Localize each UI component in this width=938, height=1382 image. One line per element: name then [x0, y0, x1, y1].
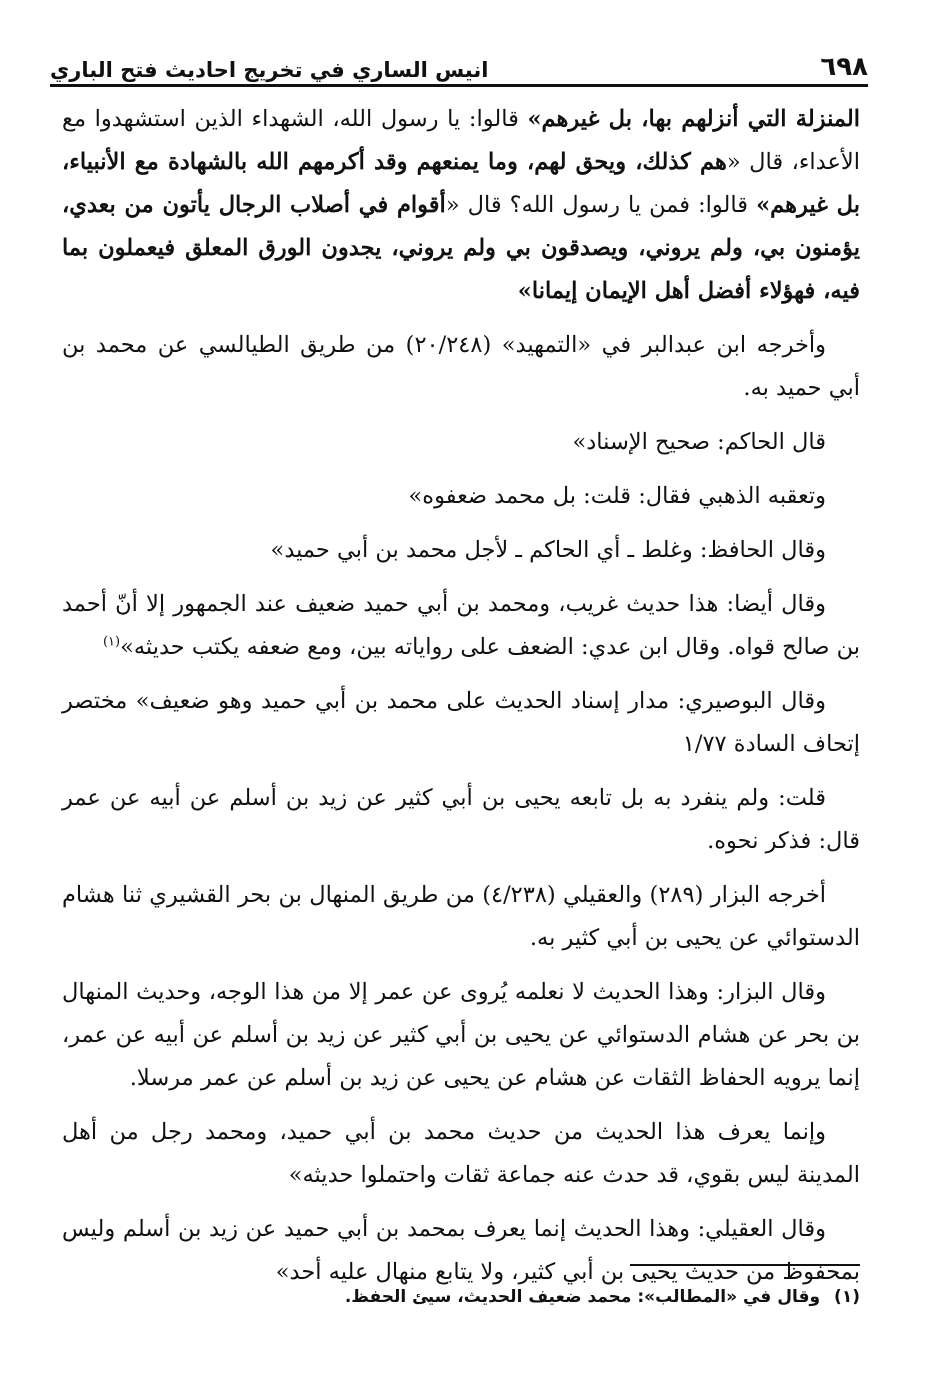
dhahabi-quote-paragraph: وتعقبه الذهبي فقال: قلت: بل محمد ضعفوه»: [408, 483, 826, 509]
paragraph-text: وقال أيضا: هذا حديث غريب، ومحمد بن أبي حميد ضعيف عند الجمهور إلا أنّ أحمد بن صالح قواه. وقال ابن عدي: الضعف على رواياته بين، ومع ضعفه يكتب حديثه»: [62, 591, 860, 660]
takhrij-paragraph: وأخرجه ابن عبدالبر في «التمهيد» (٢٠/٢٤٨) من طريق الطيالسي عن محمد بن أبي حميد به.: [62, 332, 860, 401]
footnote-separator: [630, 1264, 860, 1266]
narration-text: قالوا: يا رسول الله، الشهداء الذين استشهدوا مع الأعداء، قال «: [62, 106, 860, 175]
bazzar-quote-paragraph: وقال البزار: وهذا الحديث لا نعلمه يُروى عن عمر إلا من هذا الوجه، وحديث المنهال بن بحر عن هشام الدستوائي عن يحيى بن أبي كثير عن زيد بن أسلم عن أبيه عن عمر، إنما يرويه الحفاظ الثقات عن هشام عن يحيى عن زيد بن أسلم عن عمر مرسلا.: [62, 979, 860, 1091]
hadith-text-bold: المنزلة التي أنزلهم بها، بل غيرهم»: [527, 106, 861, 132]
page-number: ٦٩٨: [820, 52, 868, 82]
main-text: [62, 98, 860, 1305]
hadith-continuation-paragraph: [62, 98, 860, 313]
footnote: [62, 1282, 860, 1312]
bazzar-continuation-paragraph: وإنما يعرف هذا الحديث من حديث محمد بن أبي حميد، ومحمد رجل من أهل المدينة ليس بقوي، قد حدث عنه جماعة ثقات واحتملوا حديثه»: [62, 1119, 860, 1188]
footnote-reference: (١): [102, 634, 121, 650]
footnote-number: (١): [834, 1287, 860, 1307]
hakim-quote-paragraph: قال الحاكم: صحيح الإسناد»: [572, 429, 826, 455]
hadith-text-bold: هم كذلك، ويحق لهم، وما يمنعهم وقد أكرمهم الله بالشهادة مع الأنبياء، بل غيرهم»: [62, 149, 860, 218]
uqayli-quote-paragraph: وقال العقيلي: وهذا الحديث إنما يعرف بمحمد بن أبي حميد عن زيد بن أسلم وليس بمحفوظ من حديث يحيى بن أبي كثير، ولا يتابع منهال عليه أحد»: [62, 1216, 860, 1285]
author-comment-paragraph: قلت: ولم ينفرد به بل تابعه يحيى بن أبي كثير عن زيد بن أسلم عن أبيه عن عمر قال: فذكر نحوه.: [62, 785, 860, 854]
narration-text: قالوا: فمن يا رسول الله؟ قال «: [445, 192, 757, 218]
busiri-quote-paragraph: وقال البوصيري: مدار إسناد الحديث على محمد بن أبي حميد وهو ضعيف» مختصر إتحاف السادة ١/٧٧: [62, 688, 860, 757]
hafiz-quote-paragraph: وقال الحافظ: وغلط ـ أي الحاكم ـ لأجل محمد بن أبي حميد»: [270, 537, 826, 563]
footnote-text: وقال في «المطالب»: محمد ضعيف الحديث، سيئ الحفظ.: [344, 1287, 821, 1307]
book-title: انيس الساري في تخريج احاديث فتح الباري: [50, 58, 489, 82]
hafiz-second-quote-paragraph: [62, 583, 860, 669]
takhrij-paragraph: أخرجه البزار (٢٨٩) والعقيلي (٤/٢٣٨) من طريق المنهال بن بحر القشيري ثنا هشام الدستوائي عن يحيى بن أبي كثير به.: [62, 882, 860, 951]
running-header: [50, 38, 868, 87]
hadith-text-bold: أقوام في أصلاب الرجال يأتون من بعدي، يؤمنون بي، ولم يروني، ويصدقون بي ولم يروني، يجدون الورق المعلق فيعملون بما فيه، فهؤلاء أفضل أهل الإيمان إيمانا»: [62, 192, 860, 304]
